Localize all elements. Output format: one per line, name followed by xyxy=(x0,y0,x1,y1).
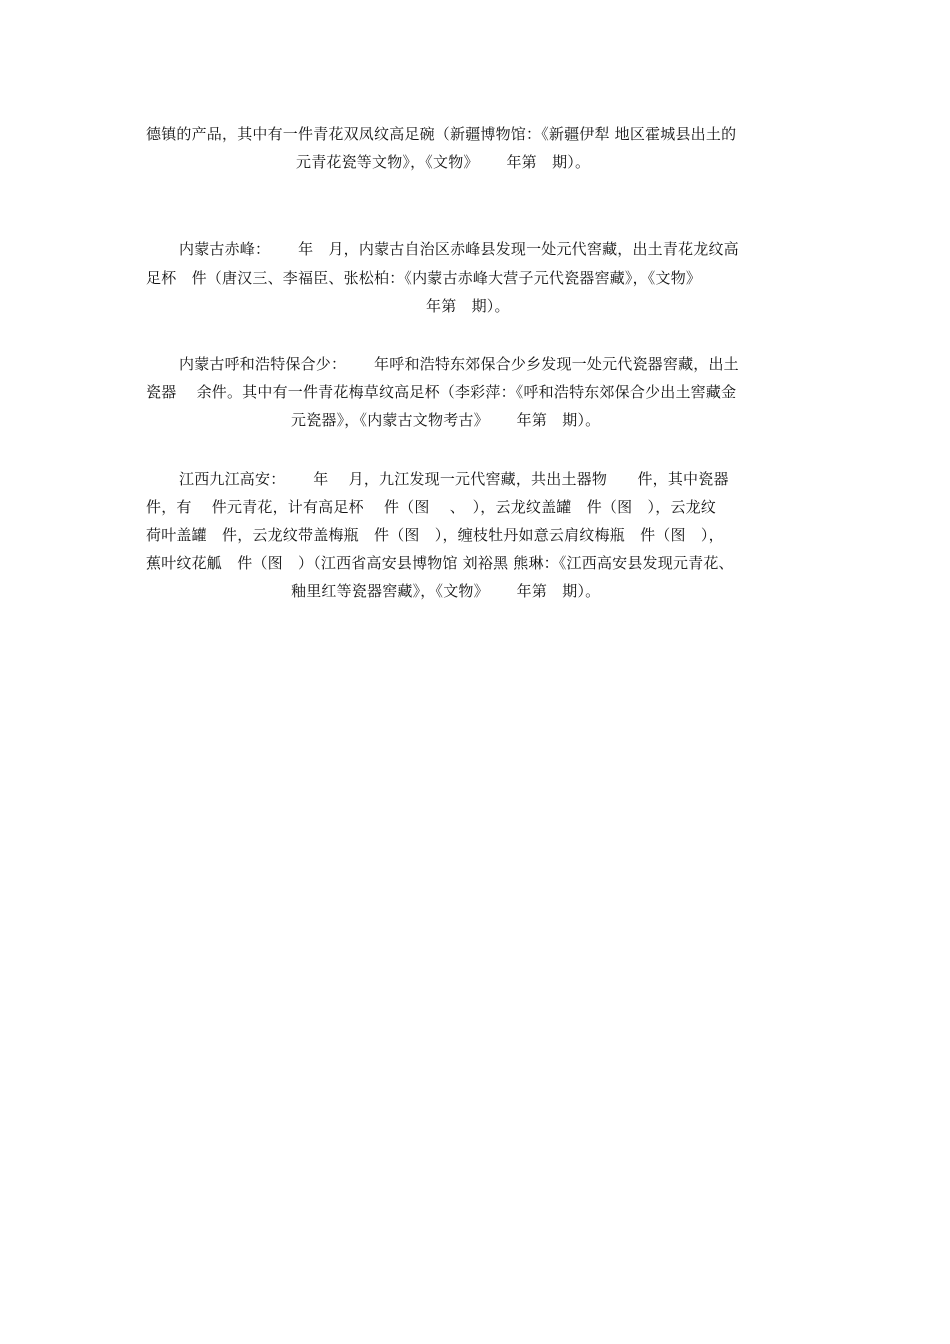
paragraph-1-line-1: 德镇的产品，其中有一件青花双凤纹高足碗（新疆博物馆：《新疆伊犁 地区霍城县出土的 xyxy=(146,125,737,143)
paragraph-3-line-2: 瓷器 余件。其中有一件青花梅草纹高足杯（李彩萍：《呼和浩特东郊保合少出土窖藏金 xyxy=(146,383,737,401)
paragraph-3-line-3: 元瓷器》，《内蒙古文物考古》 年第 期）。 xyxy=(291,411,601,429)
paragraph-2-line-1: 内蒙古赤峰： 年 月，内蒙古自治区赤峰县发现一处元代窖藏，出土青花龙纹高 xyxy=(179,240,739,258)
paragraph-2-line-2: 足杯 件（唐汉三、李福臣、张松柏：《内蒙古赤峰大营子元代瓷器窖藏》，《文物》 xyxy=(146,269,702,287)
paragraph-4-line-5: 釉里红等瓷器窖藏》，《文物》 年第 期）。 xyxy=(291,582,601,600)
paragraph-1-line-2: 元青花瓷等文物》，《文物》 年第 期）。 xyxy=(296,153,591,171)
paragraph-4-line-4: 蕉叶纹花觚 件（图 ）（江西省高安县博物馆 刘裕黑 熊琳：《江西高安县发现元青花、 xyxy=(146,554,734,572)
paragraph-3-line-1: 内蒙古呼和浩特保合少： 年呼和浩特东郊保合少乡发现一处元代瓷器窖藏，出土 xyxy=(179,355,739,373)
paragraph-2-line-3: 年第 期）。 xyxy=(426,297,510,315)
paragraph-4-line-3: 荷叶盖罐 件，云龙纹带盖梅瓶 件（图 ），缠枝牡丹如意云肩纹梅瓶 件（图 ）， xyxy=(146,526,724,544)
paragraph-4-line-1: 江西九江高安： 年 月，九江发现一元代窖藏，共出土器物 件，其中瓷器 xyxy=(179,470,729,488)
paragraph-4-line-2: 件，有 件元青花，计有高足杯 件（图 、 ），云龙纹盖罐 件（图 ），云龙纹 xyxy=(146,498,717,516)
